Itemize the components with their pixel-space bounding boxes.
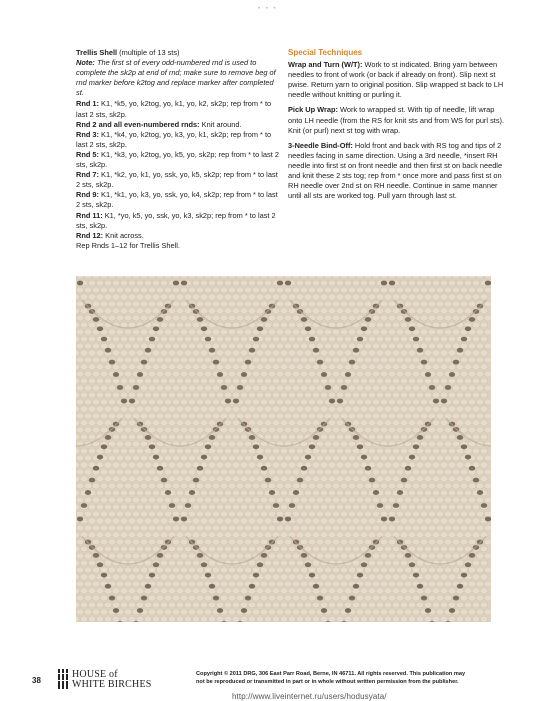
copyright-line-1: Copyright © 2011 DRG, 306 East Parr Road, Berne, IN 46711. All rights reserved. This publication may — [196, 671, 466, 677]
pattern-column — [76, 48, 282, 251]
pattern-title — [76, 48, 282, 58]
round-even — [76, 120, 282, 130]
page-number: 38 — [32, 676, 41, 685]
copyright-line-2: not be reproduced or transmitted in part or in whole without written permission from the publisher. — [196, 679, 459, 685]
section-title: Special Techniques — [288, 48, 363, 57]
round-label: Rnd 7: — [76, 170, 99, 180]
note-label: Note: — [76, 58, 95, 68]
pattern-note — [76, 58, 282, 98]
round-text: K1, *yo, k5, yo, ssk, yo, k3, sk2p; rep from * to last 2 sts, sk2p. — [76, 210, 276, 230]
round-label: Rnd 9: — [76, 190, 99, 200]
round-7 — [76, 170, 282, 190]
round-11 — [76, 211, 282, 231]
logo-line-2: WHITE BIRCHES — [72, 679, 152, 690]
knit-swatch-photo — [76, 276, 491, 622]
round-text: K1, *k1, yo, k3, yo, ssk, yo, k4, sk2p; rep from * to last 2 sts, sk2p. — [76, 190, 278, 210]
round-label: Rnd 1: — [76, 99, 99, 109]
technique-wrap-and-turn — [288, 60, 510, 100]
round-label: Rnd 12: — [76, 230, 104, 240]
technique-text: Hold front and back with RS tog and tips of 2 needles facing in same direction. Using a 3rd needle, *insert RH needle into first st on front needle and then first st on back needle and knit these 2 sts tog; rep from * once more and pass first st on RH needle over 2nd st on RH needle. Continue in same manner until all sts are worked tog. Pull yarn through last st. — [288, 140, 503, 201]
round-label: Rnd 2 and all even-numbered rnds: — [76, 119, 200, 129]
round-5 — [76, 150, 282, 170]
round-label: Rnd 3: — [76, 129, 99, 139]
logo-line-1: HOUSE of — [72, 669, 118, 680]
round-label: Rnd 5: — [76, 149, 99, 159]
pattern-multiple: (multiple of 13 sts) — [117, 48, 180, 57]
round-text: K1, *k5, yo, k2tog, yo, k1, yo, k2, sk2p; rep from * to last 2 sts, sk2p. — [76, 99, 272, 119]
round-label: Rnd 11: — [76, 210, 103, 220]
technique-text: Work to st indicated. Bring yarn between needles to front of work (or back if already on front). Slip next st pwise. Return yarn to original position. Slip wrapped st back to LH needle without knitting or purling it. — [288, 60, 504, 100]
watermark-url: http://www.liveinternet.ru/users/hodusyata/ — [232, 692, 387, 701]
round-text: Knit across. — [103, 230, 144, 240]
technique-3-needle-bind-off — [288, 141, 510, 202]
pattern-name: Trellis Shell — [76, 48, 118, 57]
technique-pick-up-wrap — [288, 105, 510, 135]
round-text: Knit around. — [199, 119, 242, 129]
round-3 — [76, 130, 282, 150]
note-text: The first st of every odd-numbered rnd is used to complete the sk2p at end of rnd; make sure to remove beg of rnd marker before k2tog and replace marker after completed st. — [76, 58, 276, 98]
repeat-instruction: Rep Rnds 1–12 for Trellis Shell. — [76, 240, 180, 250]
round-text: K1, *k3, yo, k2tog, yo, k5, yo, sk2p; rep from * to last 2 sts, sk2p. — [76, 149, 279, 170]
knit-swatch-illustration — [76, 276, 491, 622]
round-12 — [76, 231, 282, 241]
birch-tree-icon — [56, 668, 70, 690]
round-text: K1, *k2, yo, k1, yo, ssk, yo, k5, sk2p; rep from * to last 2 sts, sk2p. — [76, 170, 278, 190]
techniques-column — [288, 48, 510, 206]
technique-label: Pick Up Wrap: — [288, 105, 338, 115]
technique-label: 3-Needle Bind-Off: — [288, 140, 353, 150]
top-page-mark: • • • — [258, 6, 278, 12]
round-9 — [76, 190, 282, 210]
publisher-logo — [56, 668, 162, 692]
copyright-notice — [196, 670, 526, 686]
technique-label: Wrap and Turn (W/T): — [288, 60, 363, 70]
technique-text: Work to wrapped st. With tip of needle, lift wrap onto LH needle (from the RS for knit sts and from WS for purl sts). Knit (or purl) next st tog with wrap. — [288, 105, 505, 135]
page-footer — [0, 630, 546, 699]
round-text: K1, *k4, yo, k2tog, yo, k3, yo, k1, sk2p; rep from * to last 2 sts, sk2p. — [76, 129, 272, 149]
round-1 — [76, 99, 282, 119]
